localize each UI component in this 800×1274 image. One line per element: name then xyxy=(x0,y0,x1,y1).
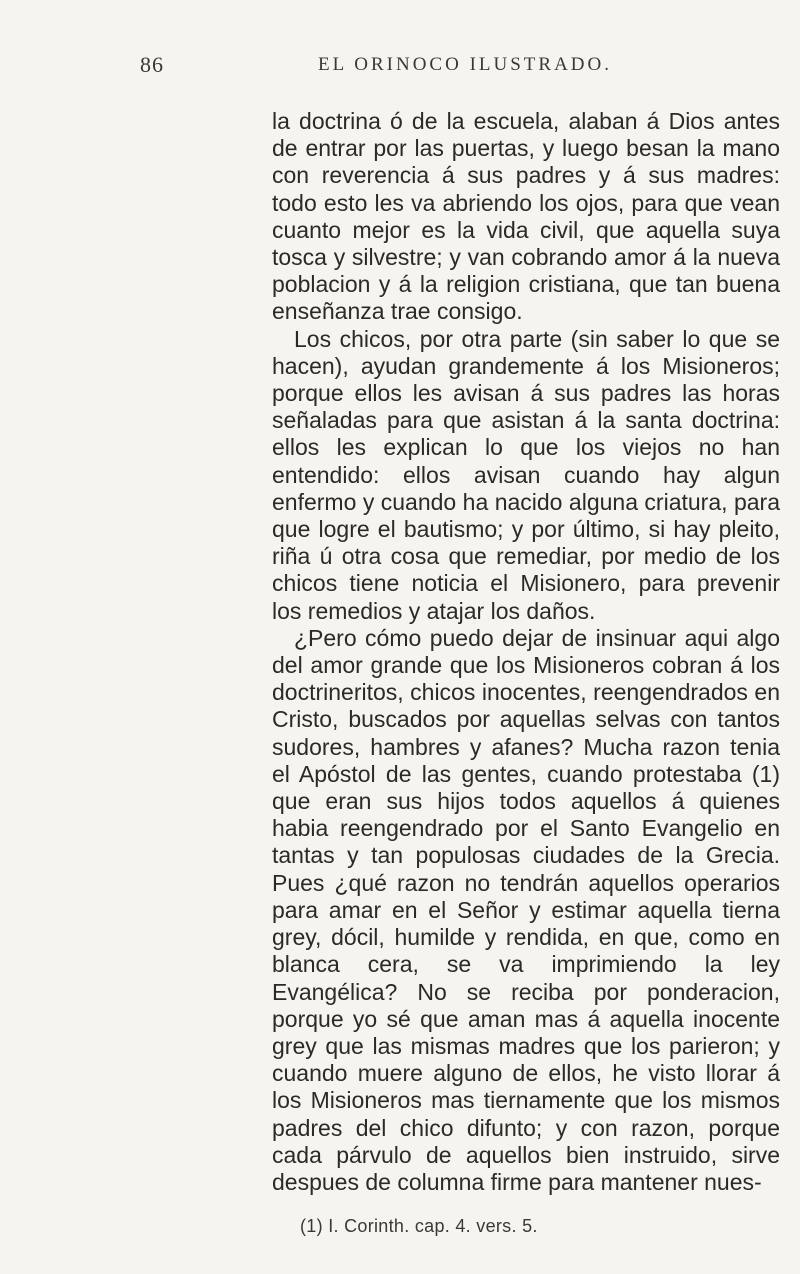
running-title: EL ORINOCO ILUSTRADO. xyxy=(318,54,612,75)
body-text xyxy=(272,108,780,1196)
paragraph: Los chicos, por otra parte (sin saber lo que se hacen), ayudan grandemente á los Misioneros; porque ellos les avisan á sus padres las horas señaladas para que asistan á la santa doctrina: ellos les explican lo que los viejos no han entendido: ellos avisan cuando hay algun enfermo y cuando ha nacido alguna criatura, para que logre el bautismo; y por último, si hay pleito, riña ú otra cosa que remediar, por medio de los chicos tiene noticia el Misionero, para prevenir los remedios y atajar los daños. xyxy=(272,325,780,624)
paragraph: ¿Pero cómo puedo dejar de insinuar aqui algo del amor grande que los Misioneros cobran á los doctrineritos, chicos inocentes, reengendrados en Cristo, buscados por aquellas selvas con tantos sudores, hambres y afanes? Mucha razon tenia el Apóstol de las gentes, cuando protestaba (1) que eran sus hijos todos aquellos á quienes habia reengendrado por el Santo Evangelio en tantas y tan populosas ciudades de la Grecia. Pues ¿qué razon no tendrán aquellos operarios para amar en el Señor y estimar aquella tierna grey, dócil, humilde y rendida, en que, como en blanca cera, se va imprimiendo la ley Evangélica? No se reciba por ponderacion, porque yo sé que aman mas á aquella inocente grey que las mismas madres que los parieron; y cuando muere alguno de ellos, he visto llorar á los Misioneros mas tiernamente que los mismos padres del chico difunto; y con razon, porque cada párvulo de aquellos bien instruido, sirve despues de columna firme para mantener nues- xyxy=(272,624,780,1195)
paragraph: la doctrina ó de la escuela, alaban á Dios antes de entrar por las puertas, y luego besan la mano con reverencia á sus padres y á sus madres: todo esto les va abriendo los ojos, para que vean cuanto mejor es la vida civil, que aquella suya tosca y silvestre; y van cobrando amor á la nueva poblacion y á la religion cristiana, que tan buena enseñanza trae consigo. xyxy=(272,108,780,325)
page-number: 86 xyxy=(140,52,164,77)
running-head xyxy=(140,52,790,82)
footnote: (1) I. Corinth. cap. 4. vers. 5. xyxy=(300,1216,538,1236)
